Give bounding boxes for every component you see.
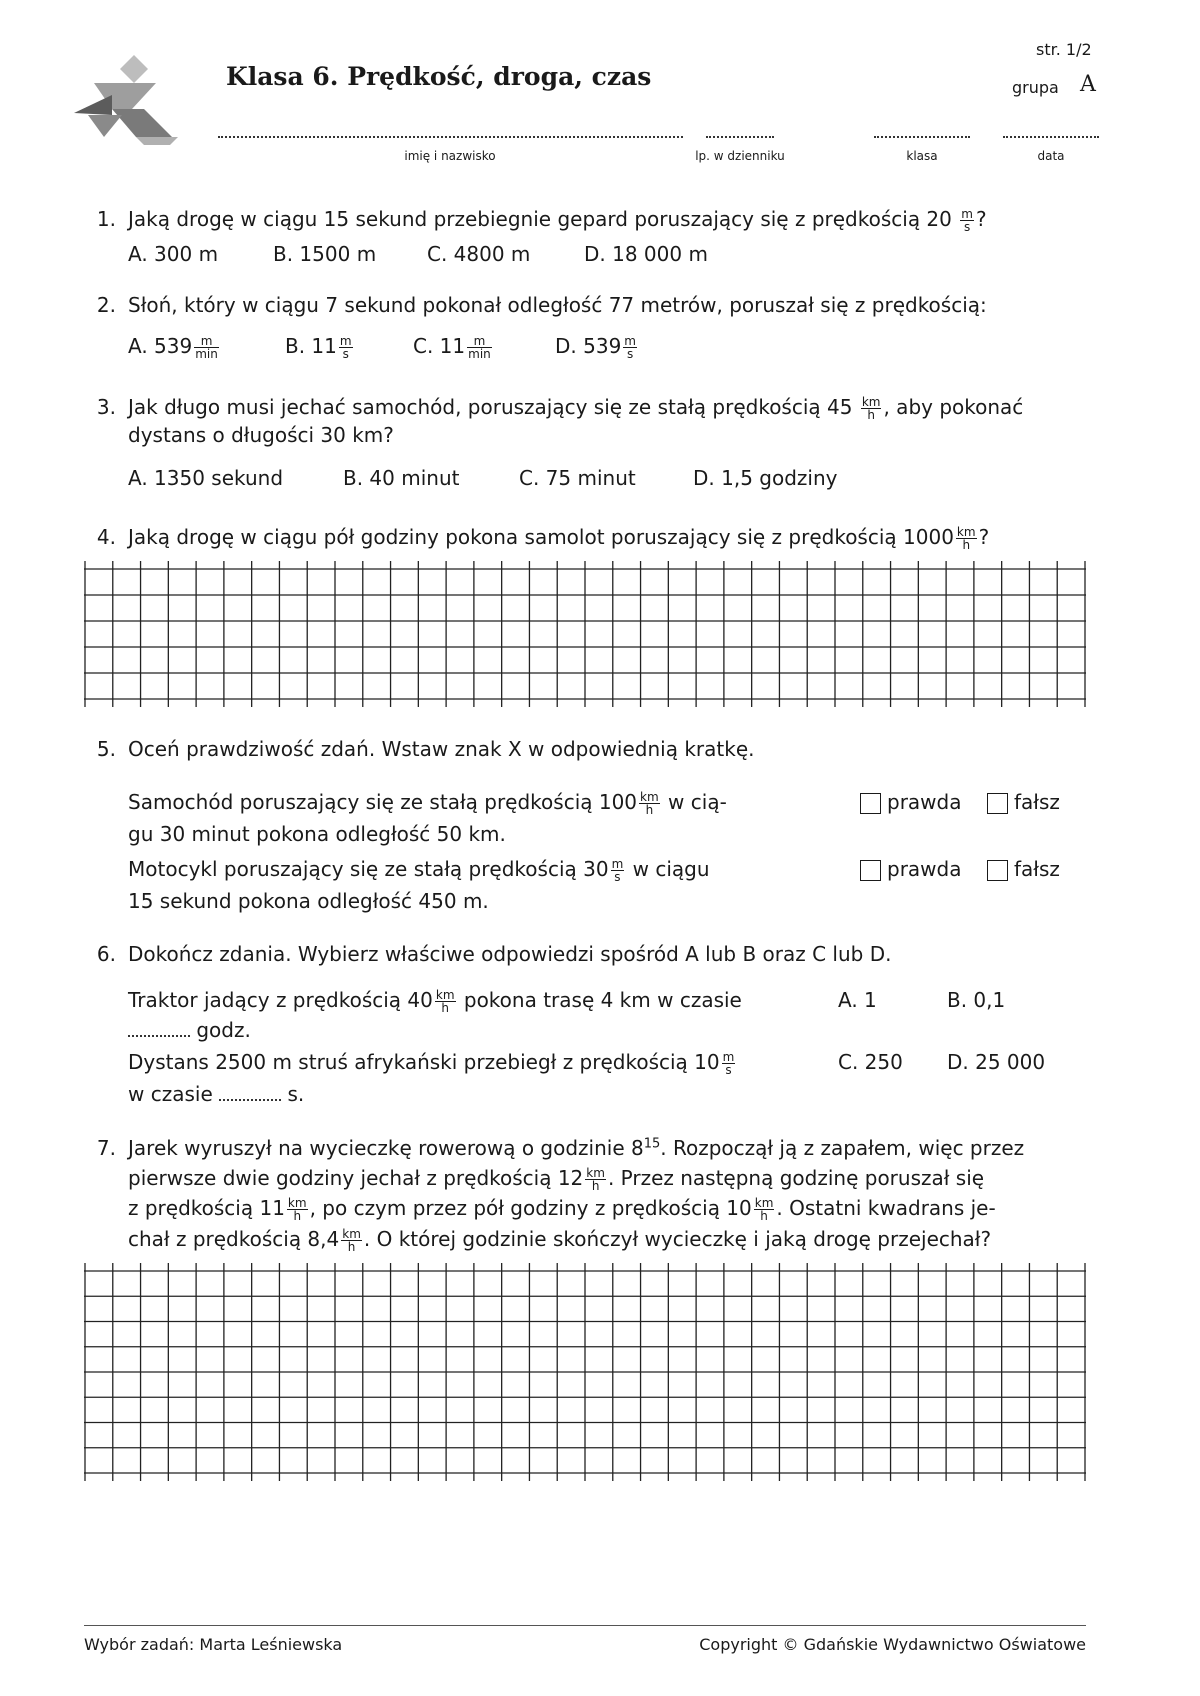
q6-option-d[interactable]: D. 25 000	[947, 1050, 1046, 1074]
publisher-logo	[74, 55, 182, 145]
date-field[interactable]	[1003, 136, 1099, 138]
q1-option-d[interactable]: D. 18 000 m	[584, 242, 708, 266]
q3-option-a[interactable]: A. 1350 sekund	[128, 466, 284, 490]
q7-line-4: chał z prędkością 8,4 $\frac{km}{h}$ . O której godzinie skończył wycieczkę i jaką drogę przejechał?	[128, 1227, 992, 1254]
q1-option-b[interactable]: B. 1500 m	[273, 242, 377, 266]
q5-sentence-2-line2: 15 sekund pokona odległość 450 m.	[128, 889, 489, 913]
q5-s2-true-checkbox[interactable]	[860, 860, 881, 881]
q5-s2-false-checkbox[interactable]	[987, 860, 1008, 881]
q4-answer-grid[interactable]	[84, 561, 1086, 707]
q6-number: 6.	[96, 942, 116, 966]
q5-s2-false-option[interactable]: fałsz	[987, 857, 1060, 881]
q5-s1-true-option[interactable]: prawda	[860, 790, 961, 814]
q2-option-c[interactable]: C. 11 $\frac{m}{\min}$	[413, 334, 491, 361]
q5-sentence-2: Motocykl poruszający się ze stałą prędkością 30 $\frac{m}{s}$ w ciągu	[128, 857, 710, 884]
q5-s1-false-checkbox[interactable]	[987, 793, 1008, 814]
q5-sentence-1-line2: gu 30 minut pokona odległość 50 km.	[128, 822, 506, 846]
q6-text: Dokończ zdania. Wybierz właściwe odpowiedzi spośród A lub B oraz C lub D.	[128, 942, 892, 966]
q3-option-d[interactable]: D. 1,5 godziny	[693, 466, 838, 490]
q5-number: 5.	[96, 737, 116, 761]
q4-number: 4.	[96, 525, 116, 549]
class-label: klasa	[906, 149, 938, 163]
q5-s1-false-option[interactable]: fałsz	[987, 790, 1060, 814]
q5-s2-true-option[interactable]: prawda	[860, 857, 961, 881]
q6-option-a[interactable]: A. 1	[838, 988, 877, 1012]
footer-author: Wybór zadań: Marta Leśniewska	[84, 1635, 343, 1654]
q2-number: 2.	[96, 293, 116, 317]
q2-option-d[interactable]: D. 539 $\frac{m}{s}$	[555, 334, 636, 361]
name-field[interactable]	[218, 136, 683, 138]
footer-copyright: Copyright © Gdańskie Wydawnictwo Oświatowe	[699, 1635, 1086, 1654]
q5-text: Oceń prawdziwość zdań. Wstaw znak X w odpowiednią kratkę.	[128, 737, 755, 761]
q4-text: Jaką drogę w ciągu pół godziny pokona samolot poruszający się z prędkością 1000 $\frac{km}{h}$ ?	[128, 525, 990, 552]
q2-option-a[interactable]: A. 539 $\frac{m}{\min}$	[128, 334, 218, 361]
q1-option-c[interactable]: C. 4800 m	[427, 242, 531, 266]
register-number-field[interactable]	[706, 136, 774, 138]
q5-s1-true-checkbox[interactable]	[860, 793, 881, 814]
q7-line-1: Jarek wyruszył na wycieczkę rowerową o godzinie $8^{15}$. Rozpoczął ją z zapałem, więc przez	[128, 1136, 1025, 1160]
q6-blank-1[interactable]	[128, 1021, 190, 1037]
q6-sentence-1-line2: godz.	[128, 1018, 251, 1042]
q6-sentence-2: Dystans 2500 m struś afrykański przebiegł z prędkością 10 $\frac{m}{s}$	[128, 1050, 735, 1077]
class-field[interactable]	[874, 136, 970, 138]
page-number: str. 1/2	[1036, 40, 1092, 59]
q3-option-c[interactable]: C. 75 minut	[519, 466, 636, 490]
q6-blank-2[interactable]	[219, 1085, 281, 1101]
q6-option-c[interactable]: C. 250	[838, 1050, 903, 1074]
group-letter: A	[1080, 72, 1096, 97]
q6-sentence-2-line2: w czasie s.	[128, 1082, 305, 1106]
q3-number: 3.	[96, 395, 116, 419]
q1-unit: $\frac{m}{s}$	[961, 207, 973, 234]
q1-number: 1.	[96, 207, 116, 231]
q6-option-b[interactable]: B. 0,1	[947, 988, 1006, 1012]
page-title: Klasa 6. Prędkość, droga, czas	[226, 62, 652, 91]
q6-sentence-1: Traktor jadący z prędkością 40 $\frac{km}{h}$ pokona trasę 4 km w czasie	[128, 988, 742, 1015]
q7-answer-grid[interactable]	[84, 1263, 1086, 1481]
q7-line-2: pierwsze dwie godziny jechał z prędkością 12 $\frac{km}{h}$ . Przez następną godzinę poruszał się	[128, 1166, 985, 1193]
register-number-label: lp. w dzienniku	[695, 149, 785, 163]
q7-line-3: z prędkością 11 $\frac{km}{h}$ , po czym przez pół godziny z prędkością 10 $\frac{km}{h}$ . Ostatni kwadrans je-	[128, 1196, 996, 1223]
group-label: grupa	[1012, 78, 1059, 97]
q3-text: Jak długo musi jechać samochód, poruszający się ze stałą prędkością 45 $\frac{km}{h}$ , aby pokonać	[128, 395, 1024, 422]
q2-text: Słoń, który w ciągu 7 sekund pokonał odległość 77 metrów, poruszał się z prędkością:	[128, 293, 987, 317]
q7-number: 7.	[96, 1136, 116, 1160]
q3-text-line2: dystans o długości 30 km?	[128, 423, 394, 447]
name-label: imię i nazwisko	[404, 149, 496, 163]
q2-option-b[interactable]: B. 11 $\frac{m}{s}$	[285, 334, 352, 361]
q1-option-a[interactable]: A. 300 m	[128, 242, 219, 266]
footer-divider	[84, 1625, 1086, 1626]
q1-text: Jaką drogę w ciągu 15 sekund przebiegnie gepard poruszający się z prędkością 20 $\frac{m}{s}$ ?	[128, 207, 987, 234]
date-label: data	[1037, 149, 1065, 163]
q3-option-b[interactable]: B. 40 minut	[343, 466, 460, 490]
q5-sentence-1: Samochód poruszający się ze stałą prędkością 100 $\frac{km}{h}$ w cią-	[128, 790, 727, 817]
